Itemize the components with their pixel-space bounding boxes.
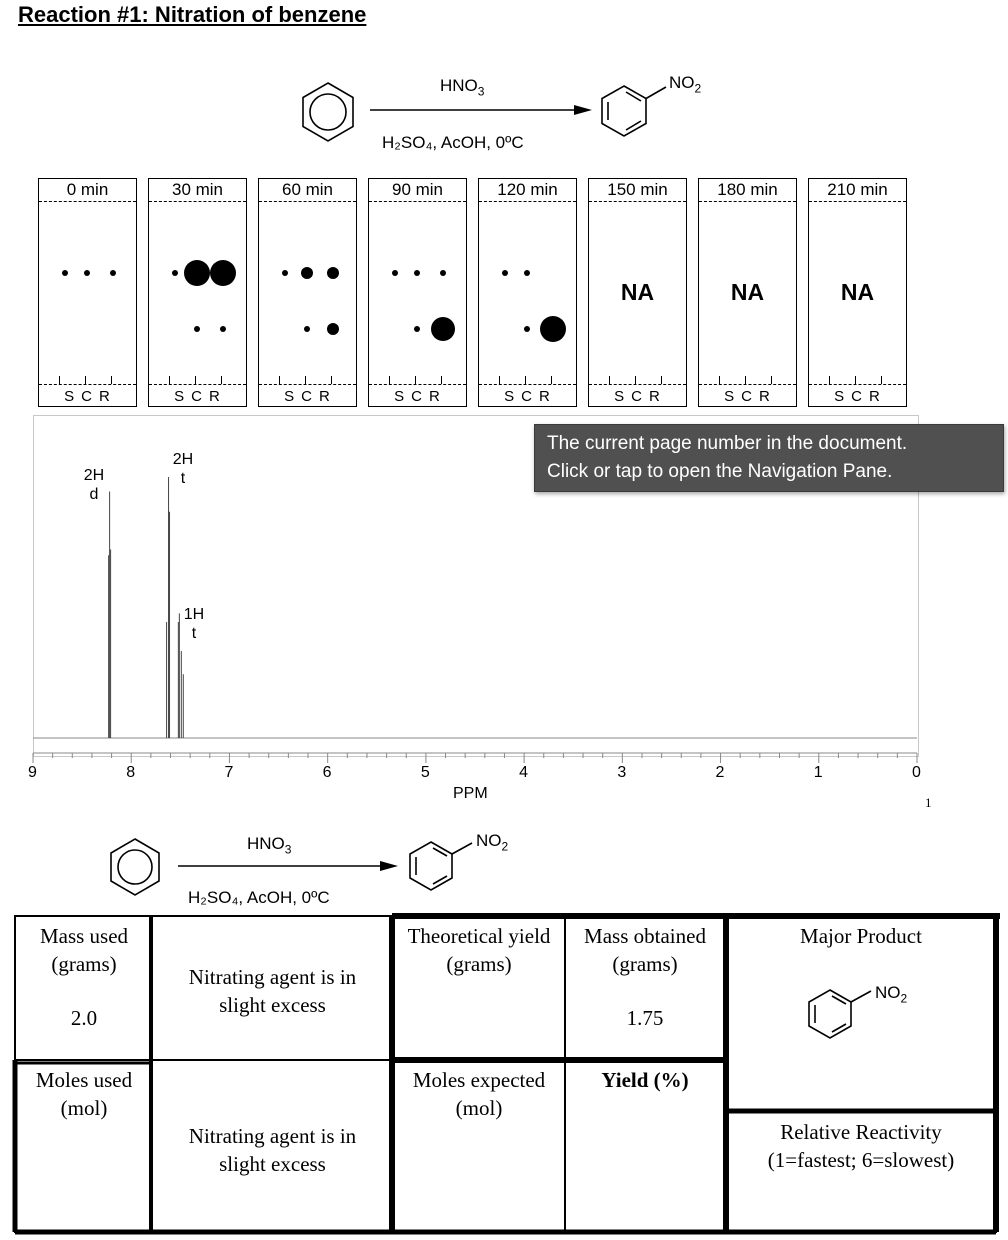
tlc-na-label: NA	[840, 279, 875, 305]
mass-obtained-value: 1.75	[626, 1006, 664, 1030]
tlc-time-label: 150 min	[607, 180, 668, 199]
peak-integration: 2H	[83, 467, 105, 484]
relative-reactivity-label	[735, 1118, 987, 1174]
page-title: Reaction #1: Nitration of benzene	[18, 2, 367, 27]
tlc-time-label: 180 min	[717, 180, 778, 199]
moles-used-label: Moles used (mol)	[35, 1068, 133, 1120]
nmr-tick-label: 7	[224, 764, 234, 781]
major-product-label: Major Product	[800, 924, 922, 948]
nitro-group-label-top: $NO_2$	[669, 73, 702, 96]
tlc-lane-labels: SCR	[724, 388, 777, 405]
nmr-tick-label: 0	[912, 764, 921, 781]
relative-reactivity-title: Relative Reactivity	[780, 1120, 942, 1144]
peak-integration: 1H	[183, 606, 205, 623]
tooltip-line-1: The current page number in the document.	[547, 433, 908, 454]
tlc-lane-labels: SCR	[394, 388, 447, 405]
nmr-axis-label: PPM	[453, 785, 488, 802]
tlc-na-label: NA	[730, 279, 765, 305]
peak-multiplicity: t	[191, 625, 197, 642]
peak-multiplicity: d	[89, 486, 99, 503]
nmr-tick-label: 4	[519, 764, 529, 781]
tlc-time-label: 120 min	[497, 180, 558, 199]
tlc-time-label: 210 min	[827, 180, 888, 199]
reagent-hno3-bottom: $HNO_3$	[247, 834, 292, 857]
theoretical-yield-label: Theoretical yield (grams)	[407, 924, 551, 976]
conditions-top: H₂SO₄, AcOH, 0ºC	[382, 133, 524, 152]
tlc-lane-labels: SCR	[284, 388, 337, 405]
tlc-lane-labels: SCR	[834, 388, 887, 405]
peak-integration: 2H	[172, 451, 194, 468]
major-product-nitro-label: $NO_2$	[875, 983, 908, 1006]
tlc-time-label: 0 min	[66, 180, 109, 199]
mass-used-value: 2.0	[70, 1006, 98, 1030]
tlc-time-label: 60 min	[281, 180, 334, 199]
reagent-hno3-top: $HNO_3$	[440, 76, 485, 99]
mass-obtained-label: Mass obtained (grams)	[584, 924, 706, 976]
moles-expected-label: Moles expected (mol)	[412, 1068, 546, 1120]
peak-multiplicity: t	[180, 470, 186, 487]
nmr-tick-label: 1	[813, 764, 823, 781]
tlc-lane-labels: SCR	[64, 388, 117, 405]
tlc-lane-labels: SCR	[504, 388, 557, 405]
tlc-lane-labels: SCR	[174, 388, 227, 405]
nmr-tick-label: 9	[28, 764, 37, 781]
nmr-tick-label: 5	[420, 764, 430, 781]
tlc-na-label: NA	[620, 279, 655, 305]
yield-label: Yield (%)	[601, 1068, 689, 1092]
nmr-tick-label: 2	[715, 764, 725, 781]
relative-reactivity-scale: (1=fastest; 6=slowest)	[767, 1148, 955, 1172]
tlc-lane-labels: SCR	[614, 388, 667, 405]
tlc-time-label: 90 min	[391, 180, 444, 199]
tlc-time-label: 30 min	[171, 180, 224, 199]
tooltip-line-2: Click or tap to open the Navigation Pane.	[547, 461, 893, 482]
nmr-tick-label: 8	[126, 764, 136, 781]
conditions-bottom: H₂SO₄, AcOH, 0ºC	[188, 888, 330, 907]
page-number: 1	[925, 795, 932, 810]
nmr-tick-label: 6	[322, 764, 332, 781]
nitrating-note-2: Nitrating agent is in slight excess	[188, 1124, 357, 1176]
nitrating-note-1: Nitrating agent is in slight excess	[188, 965, 357, 1017]
mass-used-label: Mass used (grams)	[39, 924, 129, 976]
nitro-group-label-bottom: $NO_2$	[476, 831, 509, 854]
nmr-tick-label: 3	[617, 764, 627, 781]
